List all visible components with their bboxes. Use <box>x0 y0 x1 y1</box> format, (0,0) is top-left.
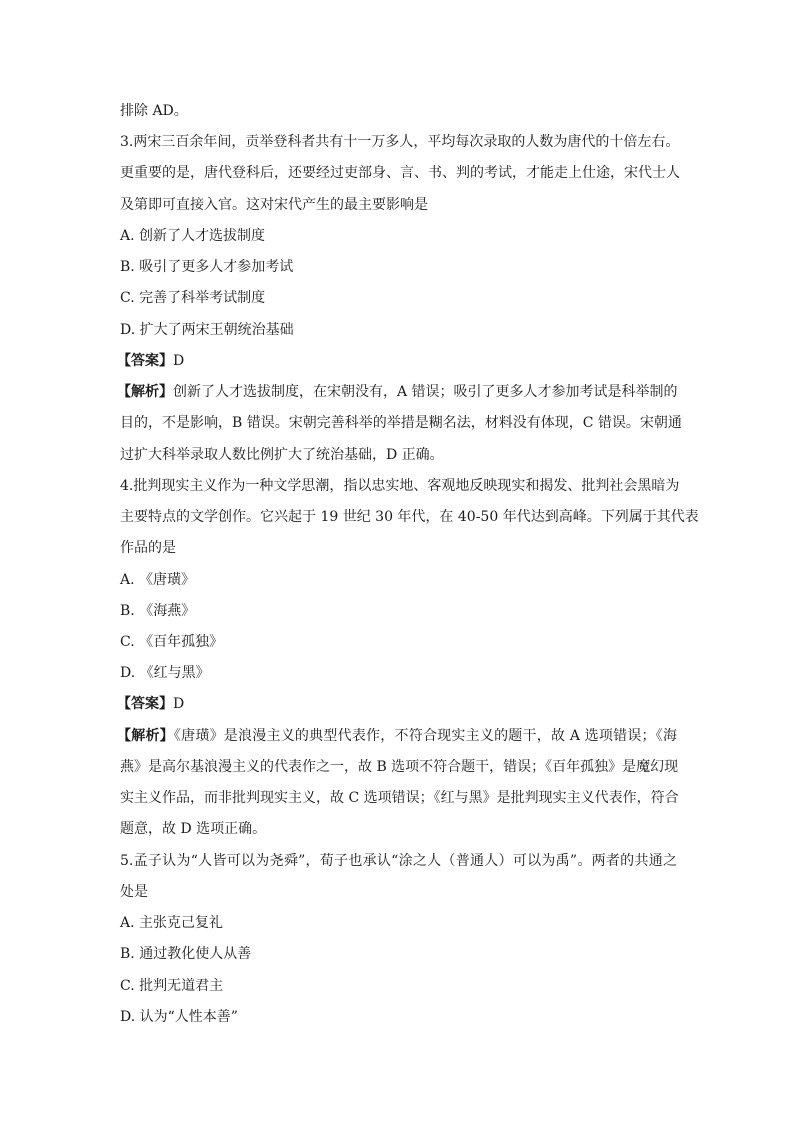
question-5-stem-line-2: 处是 <box>120 883 148 900</box>
question-3-answer <box>117 346 677 377</box>
question-4-stem-line-1: 4.批判现实主义作为一种文学思潮，指以忠实地、客观地反映现实和揭发、批判社会黑暗为 <box>120 477 680 494</box>
analysis-text: 《唐璜》是浪漫主义的典型代表作，不符合现实主义的题干，故 A 选项错误；《海 <box>173 727 678 744</box>
question-3-stem-line-3: 及第即可直接入官。这对宋代产生的最主要影响是 <box>120 196 428 213</box>
answer-label: 【答案】 <box>117 352 173 369</box>
question-5-option-b: B. 通过教化使人从善 <box>120 946 252 963</box>
question-5-option-a: A. 主张克己复礼 <box>120 915 224 932</box>
question-3-option-d: D. 扩大了两宋王朝统治基础 <box>120 321 294 338</box>
question-4-option-d: D. 《红与黑》 <box>120 665 210 682</box>
question-4-analysis-line-4: 题意，故 D 选项正确。 <box>120 821 267 838</box>
answer-value: D <box>173 696 185 713</box>
question-3-analysis-line-2: 目的，不是影响，B 错误。宋朝完善科举的举措是糊名法，材料没有体现，C 错误。宋朝通 <box>120 415 682 432</box>
intro-line: 排除 AD。 <box>120 103 188 119</box>
question-5-option-c: C. 批判无道君主 <box>120 977 224 994</box>
question-5-stem-line-1: 5.孟子认为“人皆可以为尧舜”，荀子也承认“涂之人（普通人）可以为禹”。两者的共通之 <box>120 852 677 869</box>
document-body <box>117 96 699 1033</box>
analysis-label: 【解析】 <box>117 384 173 401</box>
answer-value: D <box>173 352 185 369</box>
question-3-analysis-line-3: 过扩大科举录取人数比例扩大了统治基础，D 正确。 <box>120 446 444 463</box>
question-4-stem-line-3: 作品的是 <box>120 540 176 557</box>
answer-label: 【答案】 <box>117 696 173 713</box>
question-3-analysis-line-1 <box>117 377 678 408</box>
question-3-stem-line-2: 更重要的是，唐代登科后，还要经过吏部身、言、书、判的考试，才能走上仕途，宋代士人 <box>120 165 680 182</box>
question-4-analysis-line-3: 实主义作品，而非批判现实主义，故 C 选项错误；《红与黑》是批判现实主义代表作，符合 <box>120 790 679 807</box>
question-3-option-b: B. 吸引了更多人才参加考试 <box>120 259 294 276</box>
question-4-answer <box>117 689 677 720</box>
question-3-option-c: C. 完善了科举考试制度 <box>120 290 266 307</box>
question-4-option-c: C. 《百年孤独》 <box>120 633 224 650</box>
analysis-label: 【解析】 <box>117 727 174 744</box>
question-5-option-d: D. 认为“人性本善” <box>120 1008 238 1025</box>
question-4-stem-line-2: 主要特点的文学创作。它兴起于 19 世纪 30 年代，在 40-50 年代达到高峰。下列属于其代表 <box>120 509 699 526</box>
question-4-analysis-line-2: 燕》是高尔基浪漫主义的代表作之一，故 B 选项不符合题干，错误；《百年孤独》是魔幻现 <box>120 758 679 775</box>
analysis-text: 创新了人才选拔制度，在宋朝没有，A 错误；吸引了更多人才参加考试是科举制的 <box>173 384 678 401</box>
question-3-stem-line-1: 3.两宋三百余年间，贡举登科者共有十一万多人，平均每次录取的人数为唐代的十倍左右。 <box>120 134 680 151</box>
question-3-option-a: A. 创新了人才选拔制度 <box>120 227 266 244</box>
question-4-option-a: A. 《唐璜》 <box>120 571 196 588</box>
question-4-analysis-line-1 <box>117 721 678 752</box>
question-4-option-b: B. 《海燕》 <box>120 602 196 619</box>
